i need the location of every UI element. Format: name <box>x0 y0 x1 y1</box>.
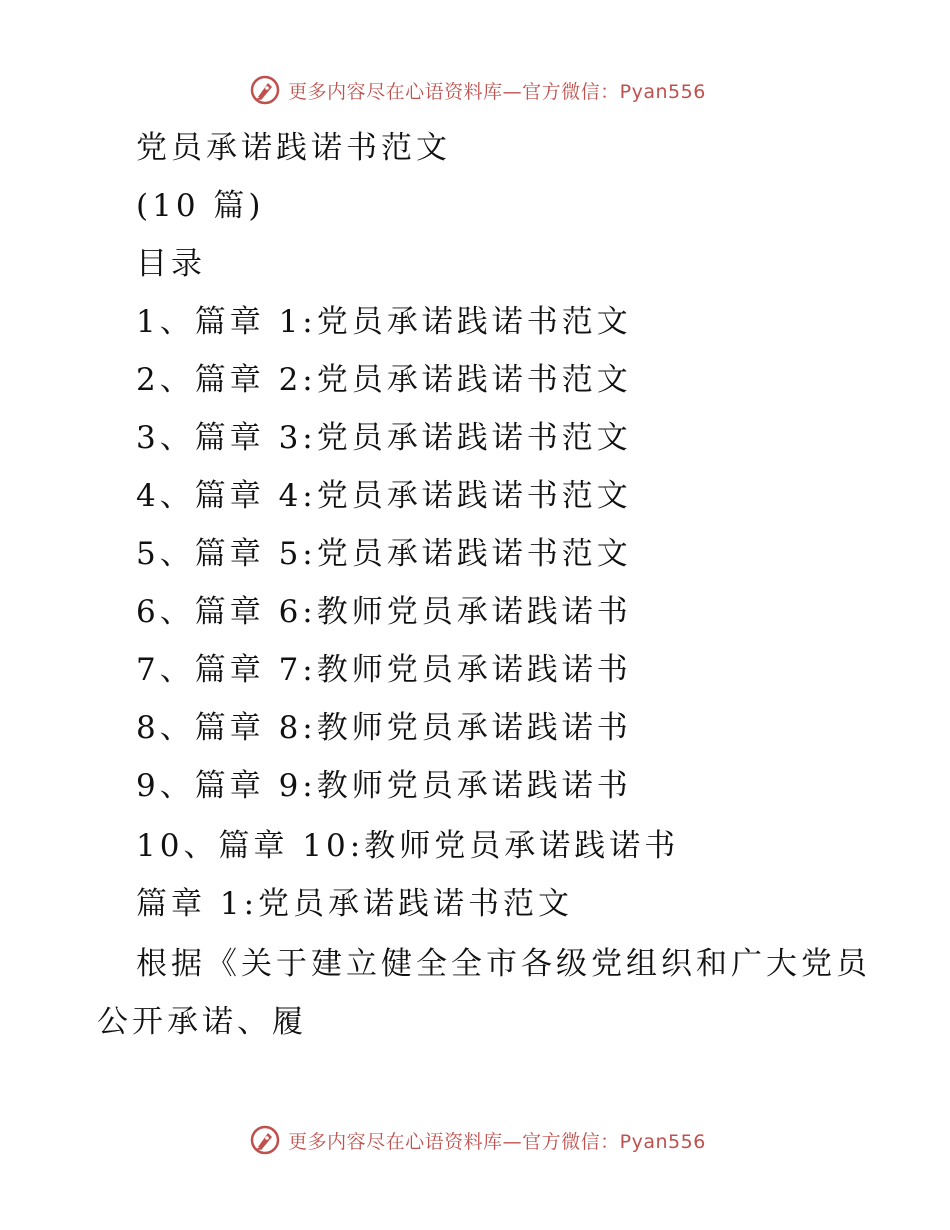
toc-item: 9、篇章 9:教师党员承诺践诺书 <box>136 768 632 804</box>
pen-nib-logo-icon <box>248 73 282 107</box>
footer-watermark <box>0 1120 950 1160</box>
watermark-text: 更多内容尽在心语资料库—官方微信：Pyan556 <box>288 80 706 103</box>
toc-item: 5、篇章 5:党员承诺践诺书范文 <box>136 536 632 572</box>
toc-item: 3、篇章 3:党员承诺践诺书范文 <box>136 420 632 456</box>
document-title: 党员承诺践诺书范文 <box>136 130 451 166</box>
watermark-inner <box>244 73 706 107</box>
section-heading: 篇章 1:党员承诺践诺书范文 <box>136 886 574 922</box>
toc-item: 6、篇章 6:教师党员承诺践诺书 <box>136 594 632 630</box>
header-watermark <box>0 70 950 110</box>
toc-item: 2、篇章 2:党员承诺践诺书范文 <box>136 362 632 398</box>
watermark-inner <box>244 1123 706 1157</box>
body-paragraph-line: 公开承诺、履 <box>97 1004 307 1040</box>
toc-item: 8、篇章 8:教师党员承诺践诺书 <box>136 710 632 746</box>
toc-item: 4、篇章 4:党员承诺践诺书范文 <box>136 478 632 514</box>
watermark-text: 更多内容尽在心语资料库—官方微信：Pyan556 <box>288 1130 706 1153</box>
body-paragraph-line: 根据《关于建立健全全市各级党组织和广大党员 <box>136 946 871 982</box>
document-subtitle: (10 篇) <box>136 188 265 224</box>
toc-item: 1、篇章 1:党员承诺践诺书范文 <box>136 304 632 340</box>
toc-heading: 目录 <box>136 246 206 282</box>
pen-nib-logo-icon <box>248 1123 282 1157</box>
toc-item: 10、篇章 10:教师党员承诺践诺书 <box>136 828 680 864</box>
toc-item: 7、篇章 7:教师党员承诺践诺书 <box>136 652 632 688</box>
